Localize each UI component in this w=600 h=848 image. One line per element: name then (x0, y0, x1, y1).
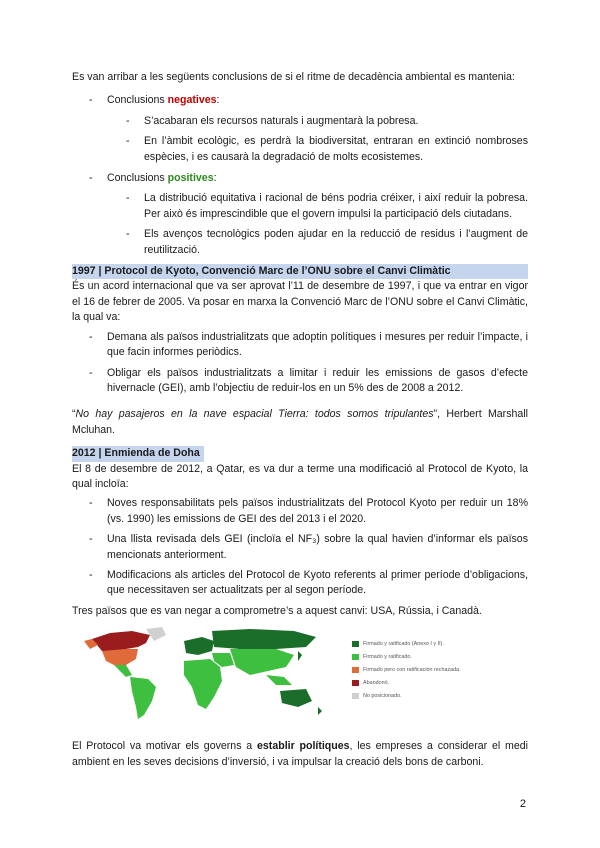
list-dash: - (89, 497, 93, 510)
list-dash: - (89, 366, 93, 379)
list-item-text: Els avenços tecnològics poden ajudar en la reducció de residus i l’augment de reutilització. (144, 228, 528, 256)
list-item (72, 366, 528, 397)
list-item-text: Noves responsabilitats pels països industrialitzats del Protocol Kyoto per reduir un 18% (vs. 1990) les emissions de GEI des del 2013 i el 2020. (107, 497, 528, 525)
sub-list-item (72, 227, 528, 258)
list-dash: - (126, 114, 130, 127)
list-dash: - (89, 533, 93, 546)
legend-label: Firmado y ratificado (Anexo I y II). (363, 641, 444, 648)
page-number: 2 (519, 798, 526, 810)
legend-label: Abandonó. (363, 680, 390, 687)
kyoto-body: És un acord internacional que va ser aprovat l’11 de desembre de 1997, i que va entrar en vigor el 16 de febrer de 2005. Va posar en marxa la Convenció Marc de l’ONU sobre el Canvi Climàtic, la qual va: (72, 280, 528, 324)
legend-label: Firmado pero con ratificación rechazada. (363, 667, 461, 674)
list-dash: - (126, 228, 130, 241)
negatives-highlight: negatives (167, 94, 217, 107)
colon: : (216, 94, 220, 107)
list-item (72, 330, 528, 361)
list-item (72, 568, 528, 599)
quote-text: No hay pasajeros en la nave espacial Tierra: todos somos tripulantes (75, 408, 434, 421)
list-dash: - (89, 94, 93, 107)
list-item-text: Demana als països industrialitzats que adoptin polítiques i mesures per reduir l’impacte, i que facin informes periòdics. (107, 330, 528, 359)
closing-text: El Protocol va motivar els governs a (72, 740, 258, 753)
conclusions-label: Conclusions (107, 94, 168, 107)
conclusions-label: Conclusions (107, 172, 168, 185)
legend-label: No posicionado. (363, 693, 402, 700)
list-dash: - (89, 172, 93, 185)
list-item (72, 532, 528, 563)
sub-list-item (72, 114, 528, 129)
legend-label: Firmado y ratificado. (363, 654, 412, 661)
list-item-text: En l’àmbit ecològic, es perdrà la biodiversitat, entraran en extinció nombroses espècies, i es causarà la degradació de molts ecosistemes. (144, 135, 528, 163)
refused-countries: Tres països que es van negar a comprometre’s a aquest canvi: USA, Rússia, i Canadà. (72, 604, 482, 617)
kyoto-world-map-figure (72, 625, 528, 725)
doha-body: El 8 de desembre de 2012, a Qatar, es va dur a terme una modificació al Protocol de Kyoto, la qual incloïa: (72, 462, 528, 490)
sub-list-item (72, 134, 528, 165)
closing-text: , les empreses a considerar el medi ambient en les seves decisions d’inversió, i va impulsar la creació dels bons de carboni. (72, 740, 528, 768)
list-item-text: S’acabaran els recursos naturals i augmentarà la pobresa. (144, 114, 419, 127)
list-dash: - (89, 568, 93, 581)
positives-highlight: positives (167, 172, 214, 185)
list-item-text: Obligar els països industrialitzats a limitar i reduir les emissions de gasos d’efecte hivernacle (GEI), amb l’objectiu de reduir-los en un 5% des de 2008 a 2012. (107, 366, 528, 394)
closing-paragraph (72, 739, 528, 770)
colon: : (213, 172, 217, 185)
sub-list-item (72, 191, 528, 222)
document-page (72, 70, 528, 770)
legend-swatch (352, 641, 359, 647)
list-dash: - (126, 192, 130, 205)
list-dash: - (126, 135, 130, 148)
world-map (80, 625, 342, 725)
legend-swatch (352, 654, 359, 660)
mcluhan-quote (72, 407, 528, 438)
list-item (72, 496, 528, 527)
list-item-text: La distribució equitativa i racional de béns podria créixer, i així reduir la pobresa. Per això és imprescindible que el govern impulsi la participació dels ciutadans. (144, 192, 528, 220)
kyoto-heading: 1997 | Protocol de Kyoto, Convenció Marc de l’ONU sobre el Canvi Climàtic (72, 264, 528, 279)
legend-swatch (352, 693, 359, 699)
doha-heading: 2012 | Enmienda de Doha (72, 446, 204, 461)
legend-swatch (352, 667, 359, 673)
list-item-negatives (72, 93, 528, 108)
quote-open: “ (72, 408, 76, 421)
quote-attribution: ”, Herbert Marshall Mcluhan. (72, 408, 528, 436)
intro-paragraph: Es van arribar a les següents conclusions de si el ritme de decadència ambiental es mantenia: (72, 71, 515, 83)
list-item-positives (72, 171, 528, 186)
list-dash: - (89, 330, 93, 343)
list-item-text: Modificacions als articles del Protocol de Kyoto referents al primer període d’obligacions, que necessitaven ser actualitzats per al segon període. (107, 568, 528, 597)
legend-swatch (352, 680, 359, 686)
list-item-text: Una llista revisada dels GEI (incloïa el NF₃) sobre la qual havien d’informar els països mencionats anteriorment. (107, 533, 528, 561)
closing-bold: establir polítiques (257, 740, 350, 753)
